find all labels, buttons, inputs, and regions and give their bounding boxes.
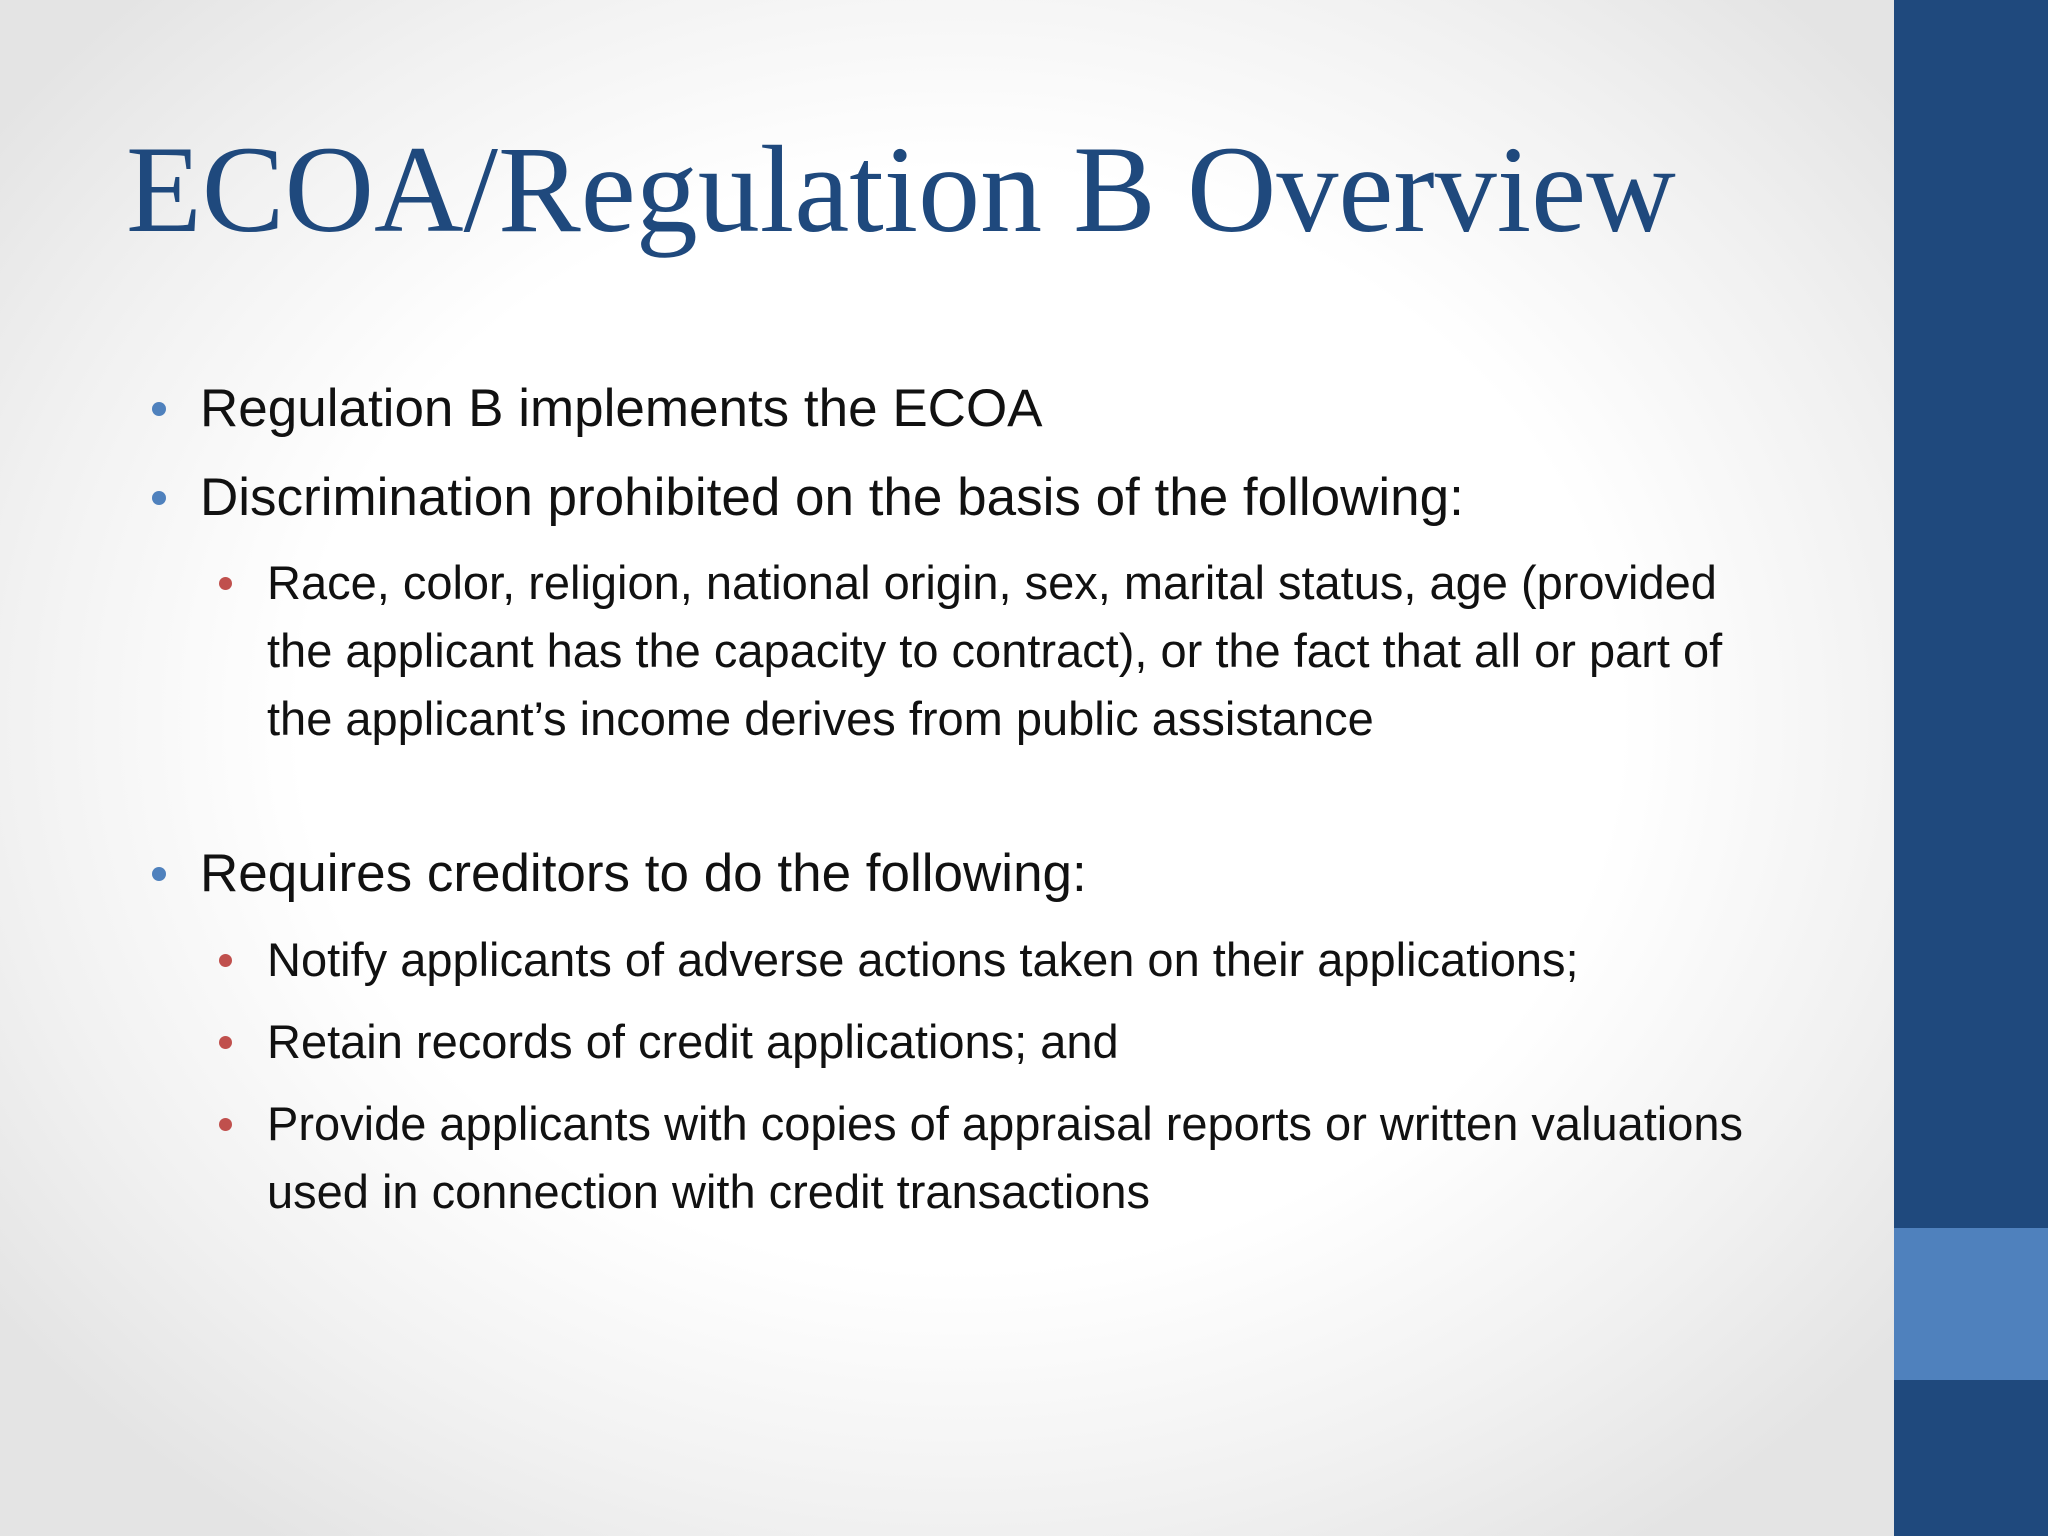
- bullet-dot-icon: [152, 402, 166, 416]
- bullet-dot-icon: [152, 867, 166, 881]
- sub-bullet-retain: Retain records of credit applications; and: [267, 1015, 1119, 1068]
- side-accent-decoration: [1894, 1228, 2048, 1380]
- sub-bullet-dot-icon: [219, 954, 232, 967]
- bullet-requirements: Requires creditors to do the following:: [200, 844, 1087, 903]
- sub-bullet-notify: Notify applicants of adverse actions taken on their applications;: [267, 933, 1579, 986]
- sub-bullet-dot-icon: [219, 577, 232, 590]
- bullet-dot-icon: [152, 491, 166, 505]
- sub-bullet-provide: Provide applicants with copies of appraisal reports or written valuations used in connection with credit transactions: [267, 1097, 1744, 1218]
- bullet-discrimination: Discrimination prohibited on the basis of the following:: [200, 468, 1464, 527]
- bullet-regulation-b: Regulation B implements the ECOA: [200, 379, 1043, 438]
- sub-bullet-protected-classes: Race, color, religion, national origin, sex, marital status, age (provided the applicant has the capacity to contract), or the fact that all or part of the applicant’s income derives from public assistance: [267, 556, 1723, 745]
- sub-bullet-dot-icon: [219, 1118, 232, 1131]
- slide-title: ECOA/Regulation B Overview: [126, 121, 1676, 258]
- sub-bullet-dot-icon: [219, 1036, 232, 1049]
